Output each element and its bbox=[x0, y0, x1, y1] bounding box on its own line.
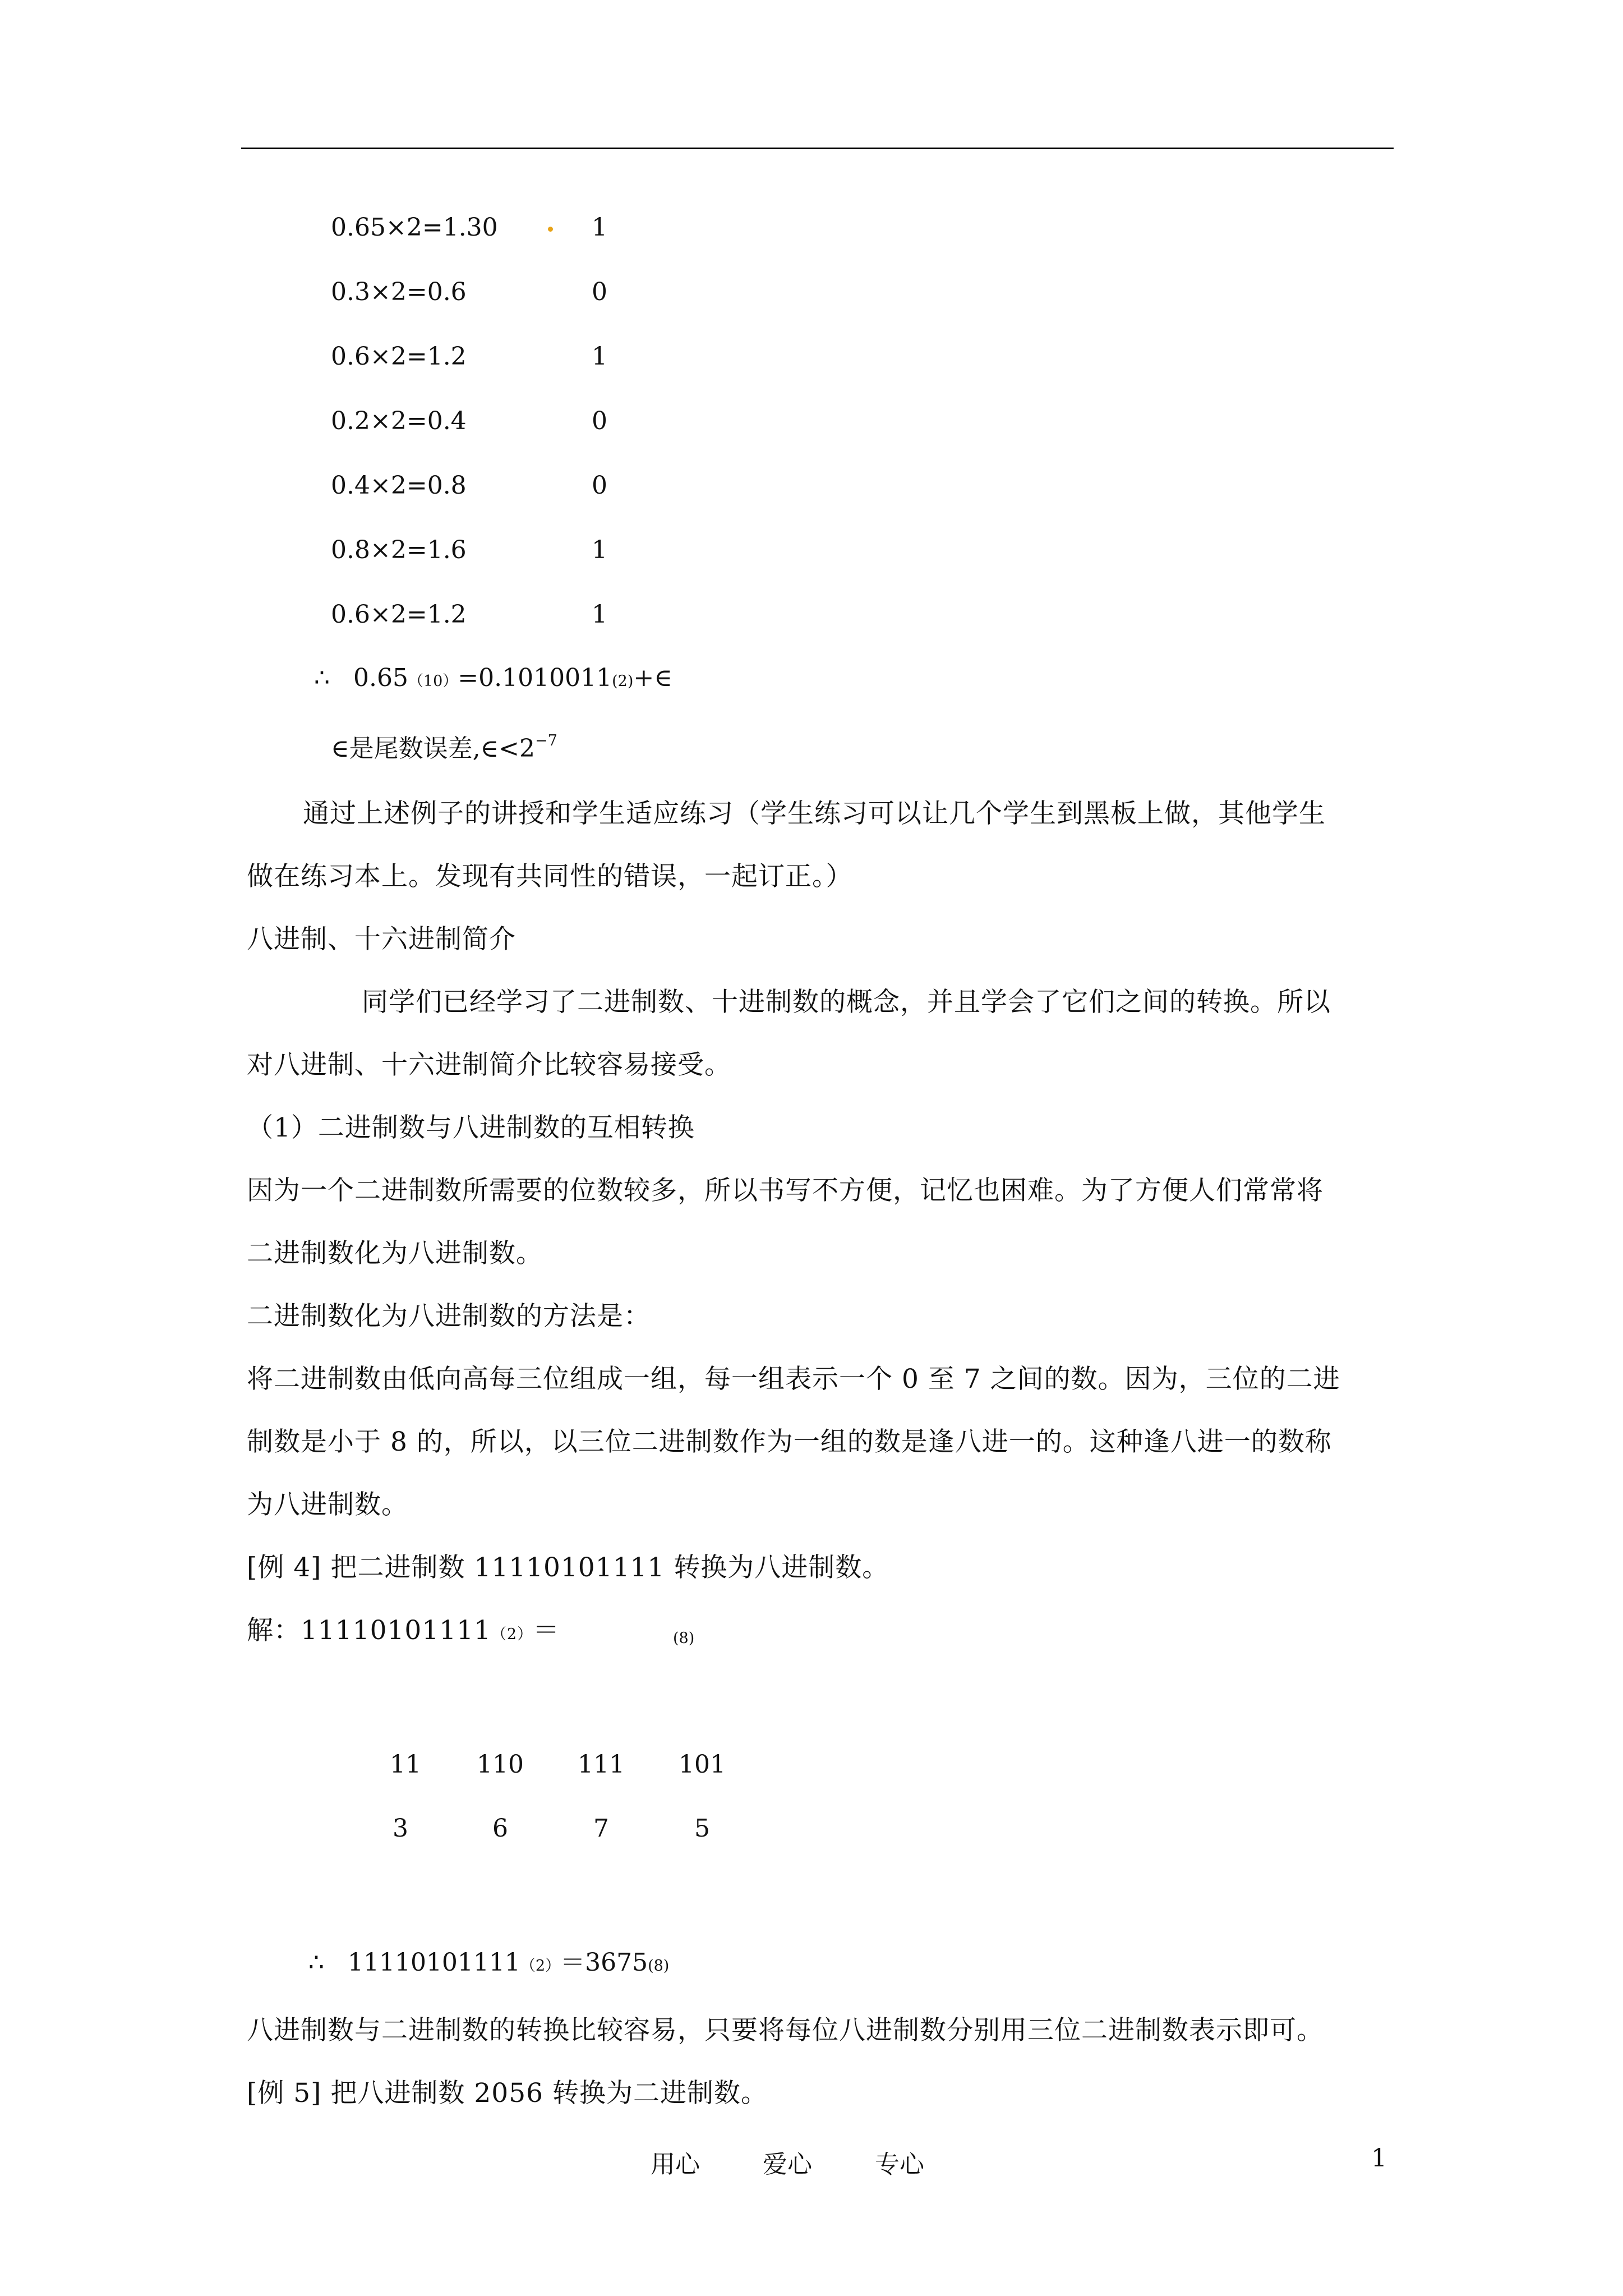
result2-lhs: 11110101111 bbox=[347, 1948, 520, 1977]
solution-base-2: （2） bbox=[491, 1626, 533, 1643]
highlight-dot bbox=[548, 227, 553, 232]
paragraph-6: 八进制数与二进制数的转换比较容易，只要将每位八进制数分别用三位二进制数表示即可。 bbox=[247, 2015, 1324, 2046]
group-octal-1: 3 bbox=[393, 1814, 408, 1843]
result1-eq: =0.1010011 bbox=[458, 664, 612, 692]
calc-expr-6: 0.8×2=1.6 bbox=[331, 536, 467, 564]
footer-word-3: 专心 bbox=[875, 2150, 924, 2179]
calc-expr-1: 0.65×2=1.30 bbox=[331, 213, 498, 242]
calc-bit-6: 1 bbox=[592, 536, 607, 564]
calc-expr-4: 0.2×2=0.4 bbox=[331, 407, 467, 435]
result-binary-fraction bbox=[314, 664, 672, 692]
solution-prefix: 解：11110101111 bbox=[247, 1615, 491, 1646]
footer-word-2: 爱心 bbox=[763, 2150, 812, 2179]
calc-bit-7: 1 bbox=[592, 600, 607, 629]
paragraph-5-line-2: 制数是小于 8 的，所以，以三位二进制数作为一组的数是逢八进一的。这种逢八进一的数称 bbox=[247, 1427, 1332, 1457]
error-note-exponent: −7 bbox=[535, 732, 557, 749]
paragraph-2-line-2: 对八进制、十六进制简介比较容易接受。 bbox=[247, 1050, 731, 1080]
header-rule bbox=[241, 148, 1394, 149]
paragraph-5-line-1: 将二进制数由低向高每三位组成一组，每一组表示一个 0 至 7 之间的数。因为，三位的二进 bbox=[247, 1364, 1340, 1395]
therefore-symbol: ∴ bbox=[314, 664, 330, 692]
section-heading-octal-hex: 八进制、十六进制简介 bbox=[247, 924, 516, 955]
result1-tail: +∈ bbox=[633, 664, 672, 692]
therefore-symbol-2: ∴ bbox=[308, 1948, 324, 1977]
result-octal bbox=[308, 1942, 669, 1978]
calc-expr-2: 0.3×2=0.6 bbox=[331, 278, 467, 306]
result2-eq: ＝3675 bbox=[560, 1948, 648, 1977]
error-note bbox=[331, 728, 557, 764]
result1-lhs-base: （10） bbox=[408, 673, 458, 690]
solution-line bbox=[247, 1609, 560, 1647]
result1-rhs-base: (2) bbox=[612, 673, 634, 690]
group-bits-4: 101 bbox=[679, 1750, 726, 1779]
error-note-text: ∈是尾数误差,∈<2 bbox=[331, 734, 535, 763]
calc-bit-5: 0 bbox=[592, 471, 607, 500]
page-number: 1 bbox=[1371, 2144, 1387, 2173]
solution-base-8: (8) bbox=[673, 1630, 695, 1647]
group-bits-2: 110 bbox=[477, 1750, 524, 1779]
group-octal-3: 7 bbox=[593, 1814, 609, 1843]
result2-rhs-base: (8) bbox=[648, 1957, 670, 1975]
result2-lhs-base: （2） bbox=[520, 1957, 561, 1975]
group-bits-1: 11 bbox=[390, 1750, 421, 1779]
footer-word-1: 用心 bbox=[651, 2150, 700, 2179]
calc-bit-4: 0 bbox=[592, 407, 607, 435]
paragraph-2-line-1: 同学们已经学习了二进制数、十进制数的概念，并且学会了它们之间的转换。所以 bbox=[362, 987, 1331, 1018]
example-5: [例 5] 把八进制数 2056 转换为二进制数。 bbox=[247, 2078, 768, 2109]
result1-lhs: 0.65 bbox=[353, 664, 408, 692]
calc-bit-2: 0 bbox=[592, 278, 607, 306]
paragraph-5-line-3: 为八进制数。 bbox=[247, 1489, 408, 1520]
calc-bit-1: 1 bbox=[592, 213, 607, 242]
paragraph-1-line-1: 通过上述例子的讲授和学生适应练习（学生练习可以让几个学生到黑板上做，其他学生 bbox=[303, 798, 1326, 829]
paragraph-1-line-2: 做在练习本上。发现有共同性的错误，一起订正。） bbox=[247, 861, 853, 892]
calc-expr-7: 0.6×2=1.2 bbox=[331, 600, 467, 629]
group-octal-2: 6 bbox=[492, 1814, 508, 1843]
group-bits-3: 111 bbox=[578, 1750, 625, 1779]
example-4: [例 4] 把二进制数 11110101111 转换为八进制数。 bbox=[247, 1552, 889, 1583]
paragraph-3-line-2: 二进制数化为八进制数。 bbox=[247, 1238, 543, 1269]
calc-expr-5: 0.4×2=0.8 bbox=[331, 471, 467, 500]
sub-heading-binary-octal: （1）二进制数与八进制数的互相转换 bbox=[247, 1112, 695, 1143]
paragraph-3-line-1: 因为一个二进制数所需要的位数较多，所以书写不方便，记忆也困难。为了方便人们常常将 bbox=[247, 1175, 1324, 1206]
calc-bit-3: 1 bbox=[592, 342, 607, 371]
group-octal-4: 5 bbox=[694, 1814, 710, 1843]
solution-equals: ＝ bbox=[533, 1615, 560, 1646]
calc-expr-3: 0.6×2=1.2 bbox=[331, 342, 467, 371]
paragraph-4: 二进制数化为八进制数的方法是： bbox=[247, 1301, 651, 1332]
